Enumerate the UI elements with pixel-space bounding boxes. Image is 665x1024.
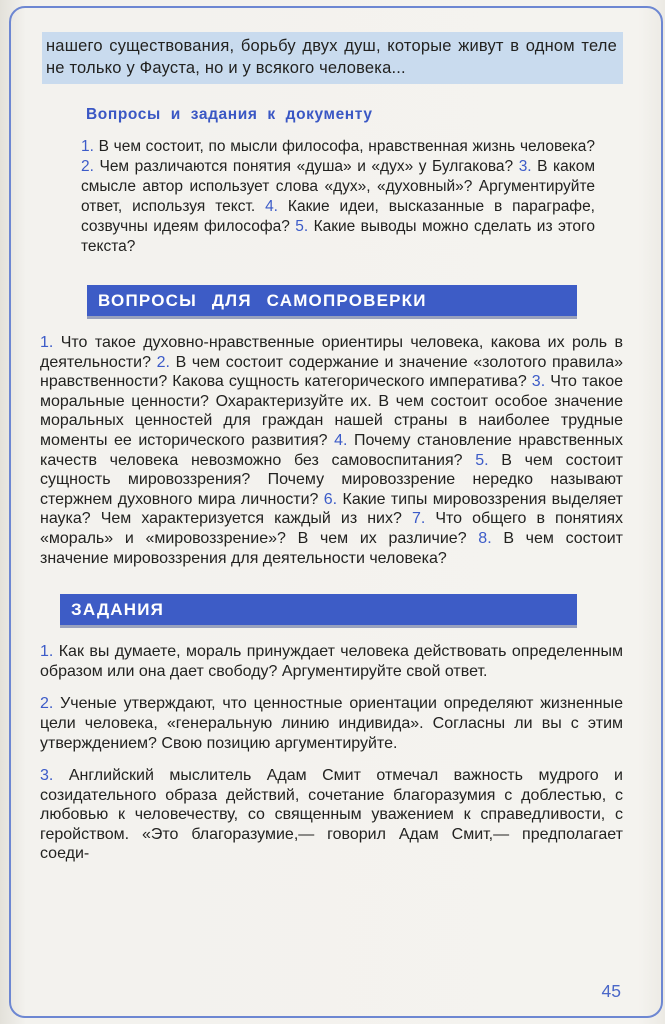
item-number: 2.: [81, 158, 100, 175]
item-number: 5.: [475, 451, 502, 469]
item-number: 1.: [81, 138, 99, 155]
item-text: Что такое духовно-нравственные ориентиры человека, какова их роль в деятельности?: [40, 334, 623, 371]
item-text: Чем различаются понятия «душа» и «дух» у Булгакова?: [99, 158, 519, 175]
item-text: Что такое моральные ценности? Охарактеризуйте их. В чем состоит особое значение моральных ценностей для граждан нашей страны в наиболее трудные моменты ее исторического развития?: [40, 373, 623, 449]
tasks-list: [40, 642, 623, 864]
item-number: 1.: [40, 334, 61, 351]
item-number: 1.: [40, 643, 59, 661]
tasks-banner-label: ЗАДАНИЯ: [71, 599, 165, 619]
item-number: 4.: [265, 198, 288, 215]
item-text: В чем состоит значение мировоззрения для деятельности человека?: [40, 529, 623, 567]
task-item: [40, 766, 623, 864]
item-number: 5.: [295, 218, 314, 235]
item-text: Какие идеи, высказанные в параграфе, созвучны идеям философа?: [81, 198, 595, 235]
self-check-banner-label: ВОПРОСЫ ДЛЯ САМОПРОВЕРКИ: [98, 290, 427, 310]
item-number: 3.: [518, 158, 538, 175]
item-text: Как вы думаете, мораль принуждает человека действовать определенным образом или она дает свободу? Аргументируйте свой ответ.: [40, 643, 624, 680]
item-number: 2.: [40, 695, 61, 713]
self-check-questions-paragraph: [40, 333, 623, 568]
document-excerpt: нашего существования, борьбу двух душ, которые живут в одном теле не только у Фауста, но и у всякого человека...: [42, 32, 623, 84]
question-item: [81, 138, 595, 155]
item-number: 2.: [156, 353, 176, 371]
tasks-banner: [60, 594, 577, 625]
page-number: 45: [601, 981, 621, 1001]
item-text: Ученые утверждают, что ценностные ориентации определяют жизненные цели человека, «генеральную линию индивида». Согласны ли вы с этим утверждением? Свою позицию аргументируйте.: [40, 695, 623, 752]
item-number: 4.: [334, 431, 354, 449]
item-text: В чем состоит сущность мировоззрения? Почему мировоззрение нередко называют стержнем духовного мира личности?: [40, 451, 624, 508]
item-text: Английский мыслитель Адам Смит отмечал важность мудрого и созидательного образа действий, сочетание благоразумия с доблестью, с любовью к человечеству, со священным уважением к справедливости, с геройством. «Это благоразумие,— говорил Адам Смит,— предполагает соеди-: [40, 767, 623, 863]
task-item: [40, 642, 623, 681]
item-text: Какие типы мировоззрения выделяет наука? Чем характеризуется каждый из них?: [40, 490, 623, 528]
item-number: 3.: [531, 373, 551, 391]
item-text: Почему становление нравственных качеств человека невозможно без самовоспитания?: [40, 431, 623, 469]
item-text: Какие выводы можно сделать из этого текста?: [81, 218, 595, 255]
document-questions-paragraph: [81, 137, 595, 257]
item-number: 8.: [478, 529, 504, 547]
item-number: 3.: [40, 767, 69, 785]
item-text: В чем состоит, по мысли философа, нравственная жизнь человека?: [98, 138, 596, 155]
document-questions-heading: Вопросы и задания к документу: [86, 106, 373, 123]
item-number: 7.: [411, 510, 436, 528]
item-text: В каком смысле автор использует слова «дух», «духовный»? Аргументируйте ответ, используя текст.: [81, 158, 596, 215]
item-number: 6.: [323, 490, 343, 508]
item-text: В чем состоит содержание и значение «золотого правила» нравственности? Какова сущность категорического императива?: [40, 353, 624, 391]
task-item: [40, 694, 623, 753]
item-text: Что общего в понятиях «мораль» и «мировоззрение»? В чем их различие?: [40, 510, 623, 547]
self-check-banner: [87, 285, 577, 316]
question-item: [81, 158, 519, 175]
